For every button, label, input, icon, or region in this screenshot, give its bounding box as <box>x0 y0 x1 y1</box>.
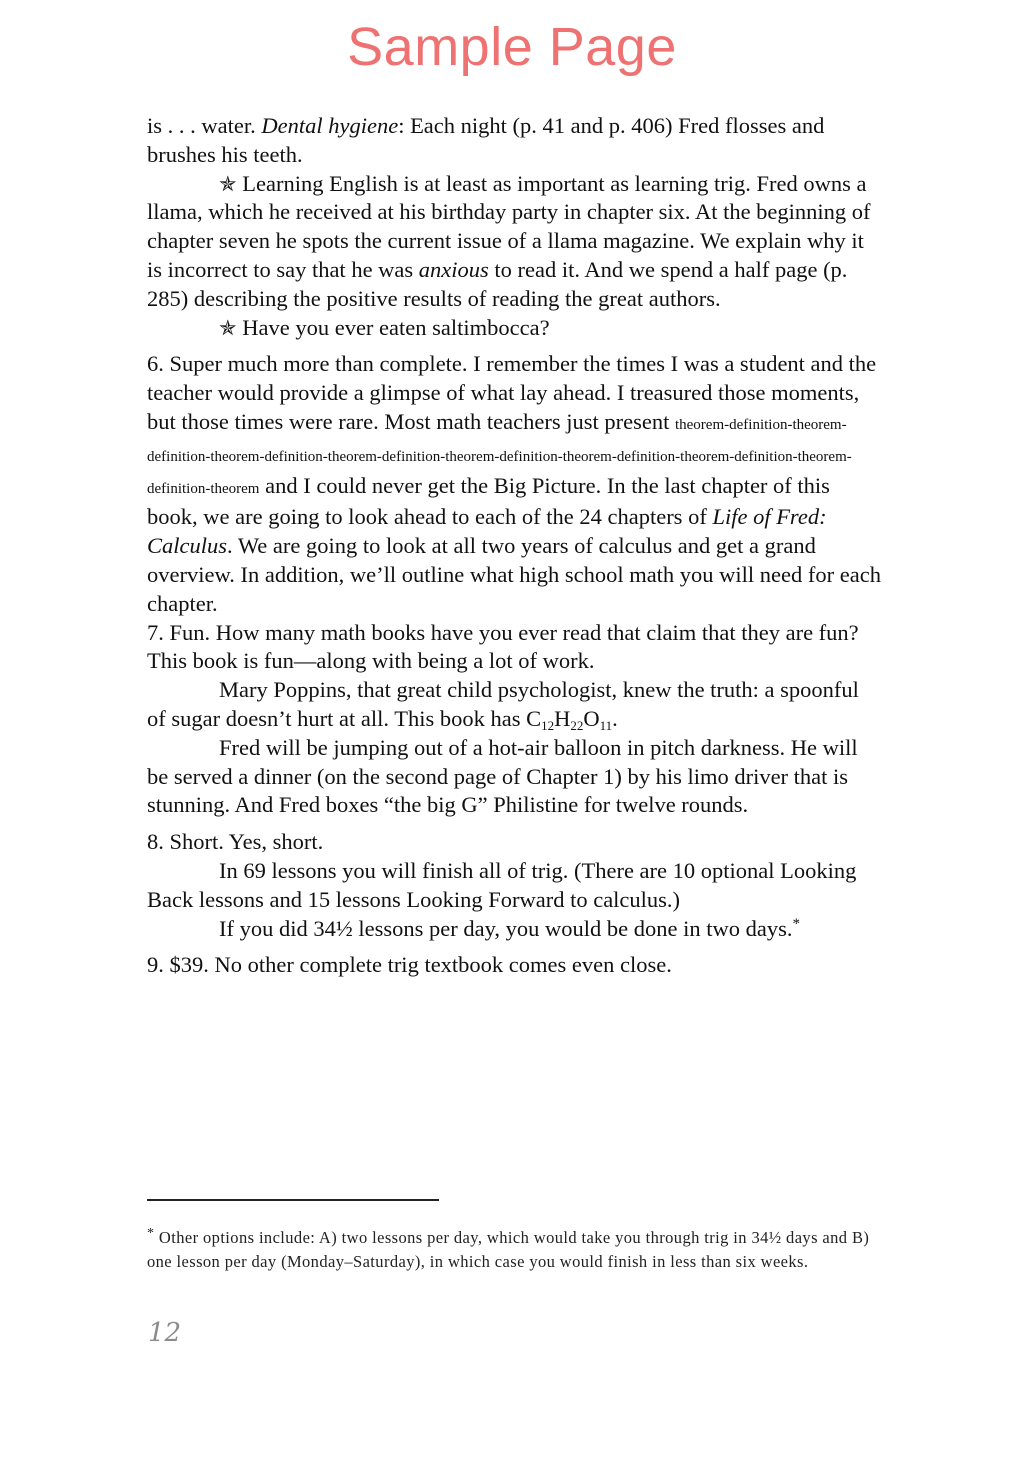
item-6-complete: 6. Super much more than complete. I remember the times I was a student and the teacher would provide a glimpse of what lay ahead. I treasured those moments, but those times were rare. Most math teachers just present theorem-definition-theorem-definition-theorem-definition-theorem-definition-theorem-definition-theorem-definition-theorem-definition-theorem-definition-theorem and I could never get the Big Picture. In the last chapter of this book, we are going to look ahead to each of the 24 chapters of Life of Fred: Calculus. We are going to look at all two years of calculus and get a grand overview. In addition, we’ll outline what high school math you will need for each chapter. <box>147 351 881 616</box>
item-9-price: 9. $39. No other complete trig textbook comes even close. <box>147 952 672 978</box>
footnote: * Other options include: A) two lessons per day, which would take you through trig in 34½ days and B) one lesson per day (Monday–Saturday), in which case you would finish in less than six weeks. <box>147 1226 870 1271</box>
footnote-marker: * <box>147 1226 155 1241</box>
body-text <box>147 112 882 980</box>
footnote-divider <box>147 1199 439 1201</box>
paragraph-dental-hygiene: is . . . water. Dental hygiene: Each night (p. 41 and p. 406) Fred flosses and brushes his teeth. <box>147 113 825 167</box>
paragraph-two-days: If you did 34½ lessons per day, you would be done in two days.* <box>219 915 800 941</box>
paragraph-saltimbocca: ✯ Have you ever eaten saltimbocca? <box>219 314 550 340</box>
footnote-marker: * <box>792 915 800 932</box>
paragraph-mary-poppins: Mary Poppins, that great child psychologist, knew the truth: a spoonful of sugar doesn’t hurt at all. This book has $C_{12}H_{22}O_{11}$. <box>147 677 859 733</box>
theorem-definition-chain: theorem-definition-theorem-definition-theorem-definition-theorem-definition-theorem-definition-theorem-definition-theorem-definition-theorem-definition-theorem <box>147 416 852 497</box>
paragraph-hot-air-balloon: Fred will be jumping out of a hot-air balloon in pitch darkness. He will be served a dinner (on the second page of Chapter 1) by his limo driver that is stunning. And Fred boxes “the big G” Philistine for twelve rounds. <box>147 734 858 818</box>
sample-page-watermark: Sample Page <box>347 17 677 77</box>
paragraph-69-lessons: In 69 lessons you will finish all of trig. (There are 10 optional Looking Back lessons and 15 lessons Looking Forward to calculus.) <box>147 857 857 912</box>
item-7-fun: 7. Fun. How many math books have you ever read that claim that they are fun? This book is fun—along with being a lot of work. <box>147 619 859 674</box>
star-icon: ✯ <box>219 315 237 340</box>
paragraph-learning-english: ✯ Learning English is at least as important as learning trig. Fred owns a llama, which he received at his birthday party in chapter six. At the beginning of chapter seven he spots the current issue of a llama magazine. We explain why it is incorrect to say that he was anxious to read it. And we spend a half page (p. 285) describing the positive results of reading the great authors. <box>147 170 871 311</box>
page-number: 12 <box>148 1318 182 1348</box>
item-8-short: 8. Short. Yes, short. <box>147 829 324 855</box>
star-icon: ✯ <box>219 171 237 196</box>
